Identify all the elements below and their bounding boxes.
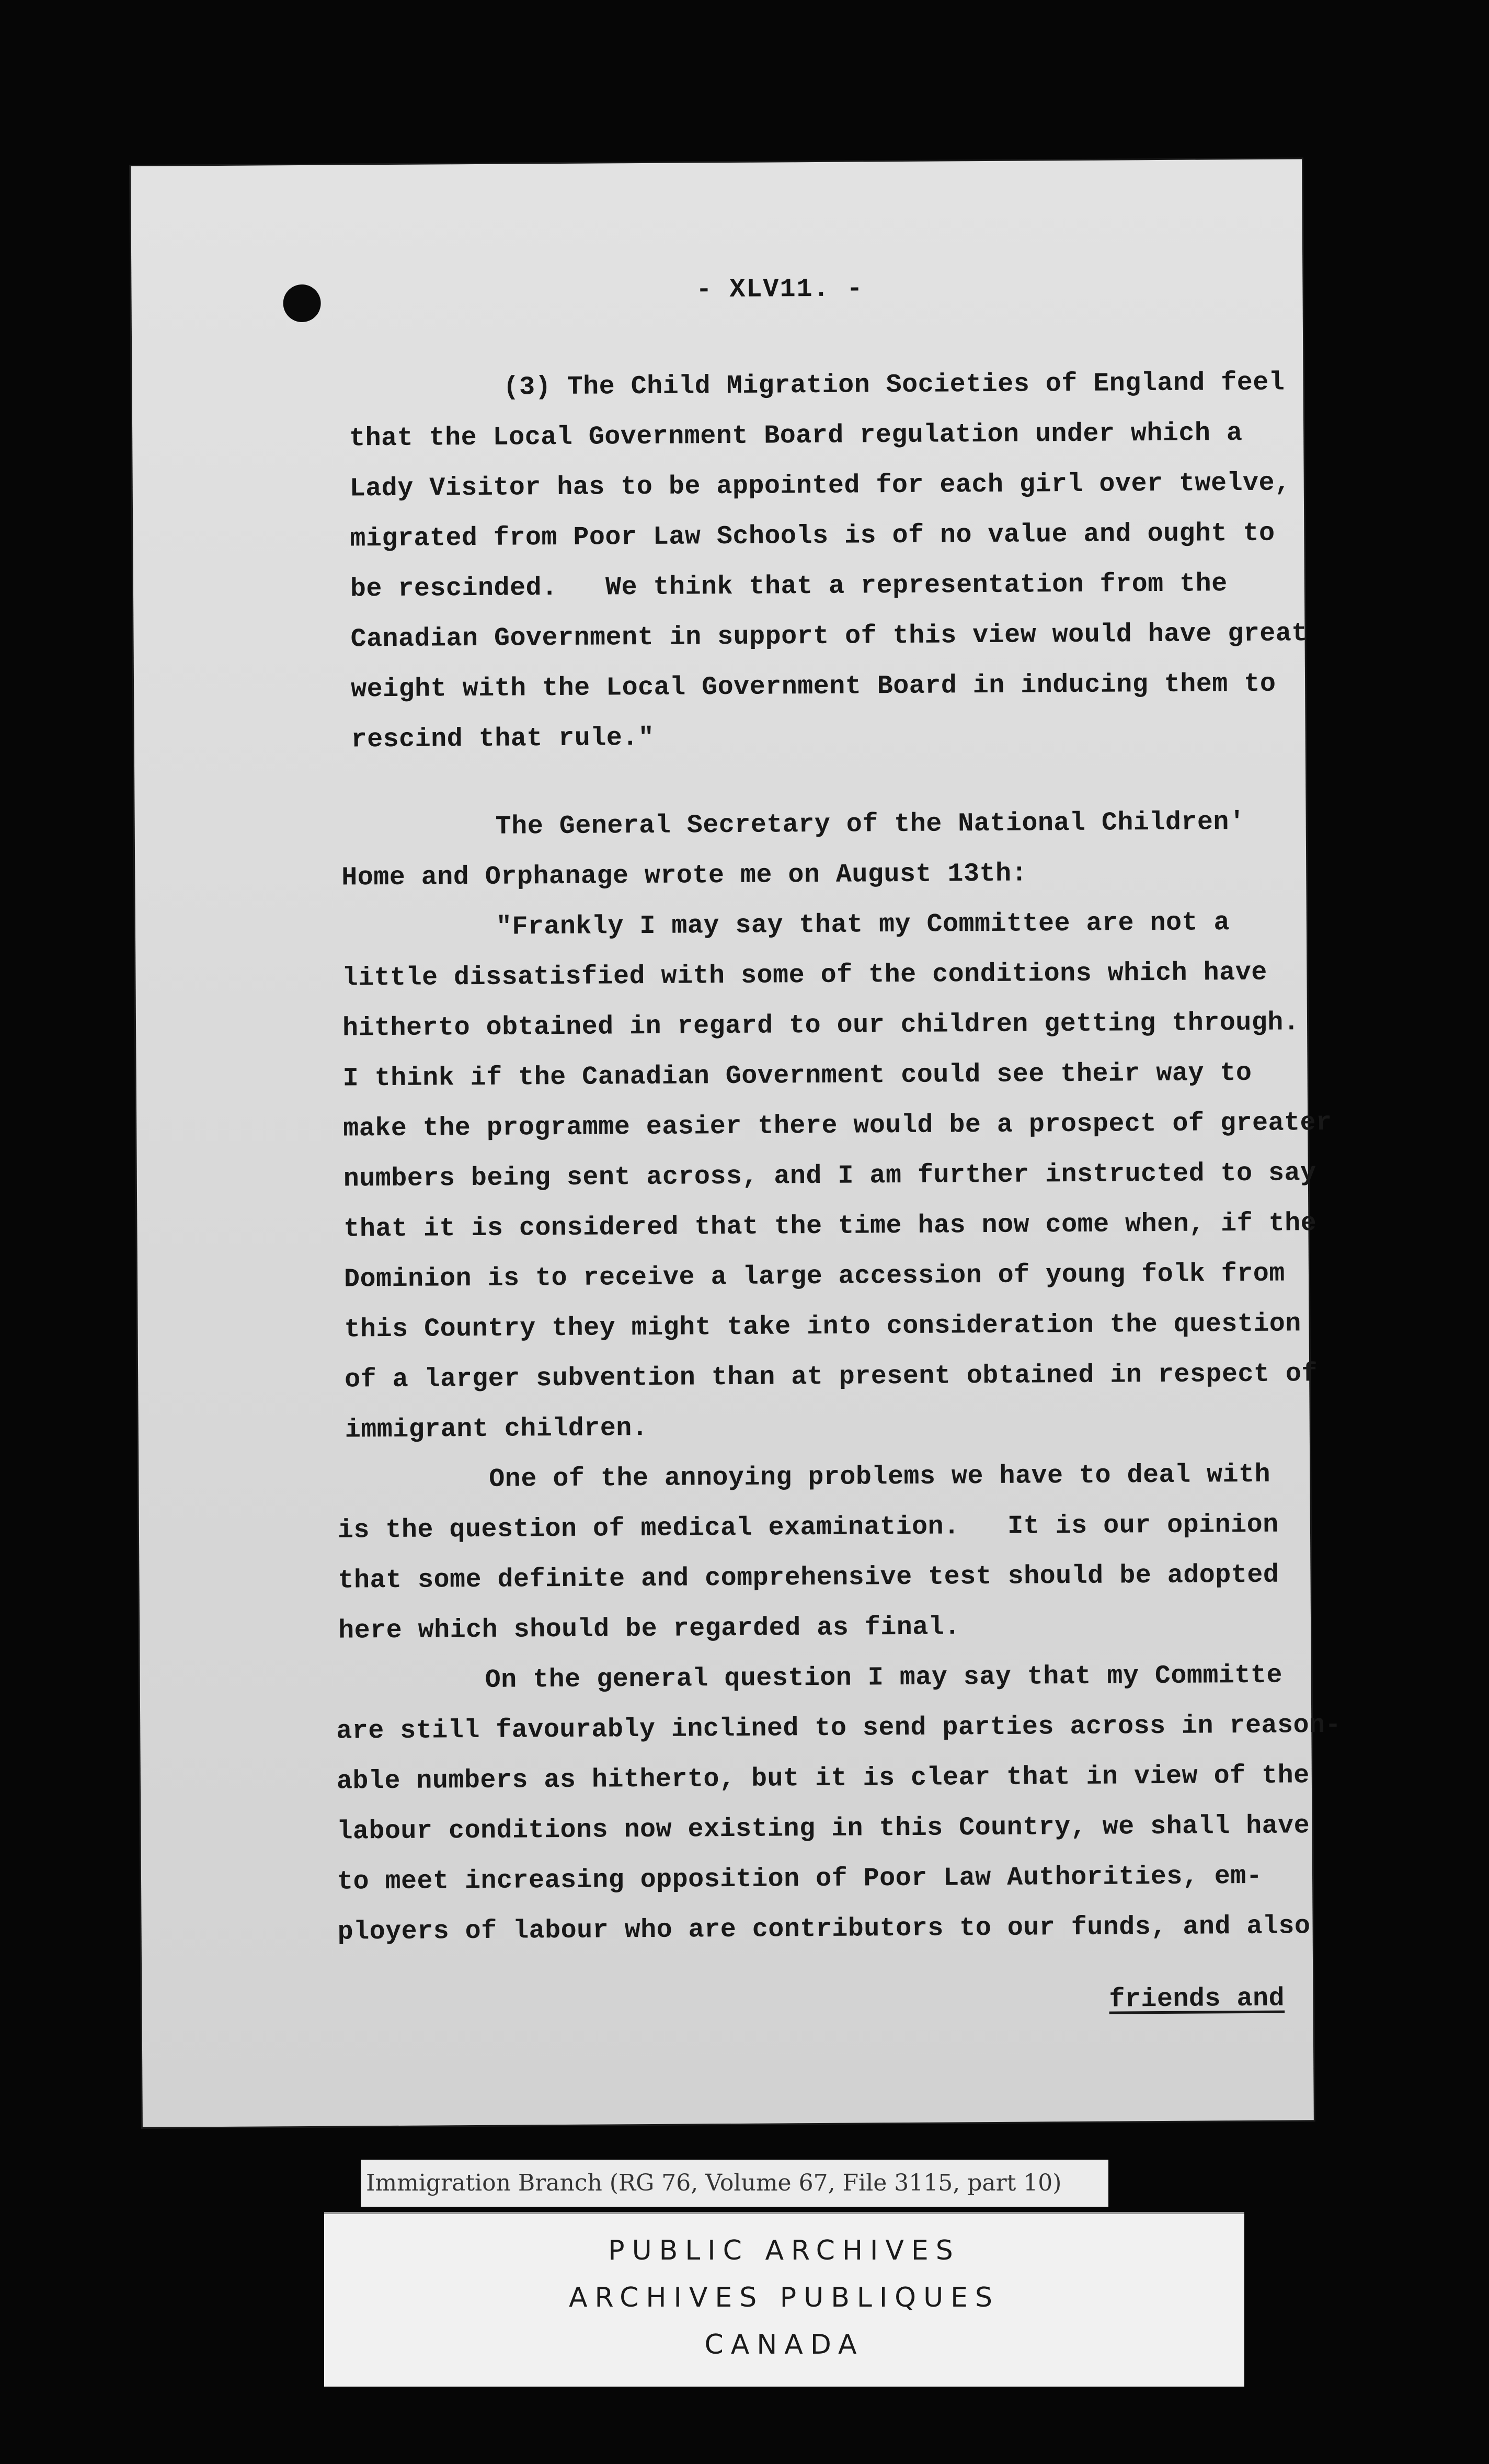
text-line: migrated from Poor Law Schools is of no value and ought to bbox=[350, 518, 1275, 554]
text-line: that some definite and comprehensive test should be adopted bbox=[338, 1560, 1279, 1596]
text-line: labour conditions now existing in this Country, we shall have bbox=[337, 1811, 1310, 1847]
text-line: Canadian Government in support of this view would have great bbox=[350, 619, 1308, 655]
text-line: able numbers as hitherto, but it is clear that in view of the bbox=[336, 1761, 1310, 1797]
text-line: Home and Orphanage wrote me on August 13th: bbox=[341, 859, 1028, 893]
punch-hole bbox=[283, 284, 320, 322]
text-line: be rescinded. We think that a representation from the bbox=[350, 569, 1228, 604]
archive-reference: Immigration Branch (RG 76, Volume 67, File 3115, part 10) bbox=[361, 2160, 1108, 2207]
text-line: numbers being sent across, and I am further instructed to say bbox=[343, 1158, 1316, 1194]
text-line: (3) The Child Migration Societies of England feel bbox=[503, 368, 1285, 403]
text-line: weight with the Local Government Board in inducing them to bbox=[350, 669, 1276, 705]
text-line: immigrant children. bbox=[345, 1413, 648, 1445]
catchword: friends and bbox=[1109, 1983, 1285, 2015]
text-line: this Country they might take into consideration the question bbox=[344, 1309, 1302, 1345]
text-line: that it is considered that the time has now come when, if the bbox=[343, 1208, 1317, 1245]
text-line: here which should be regarded as final. bbox=[338, 1612, 960, 1646]
text-line: that the Local Government Board regulation under which a bbox=[349, 418, 1243, 454]
text-line: make the programme easier there would be a prospect of greater bbox=[343, 1108, 1332, 1144]
archive-stamp bbox=[324, 2212, 1244, 2387]
text-line: One of the annoying problems we have to deal with bbox=[489, 1459, 1271, 1495]
stamp-line: PUBLIC ARCHIVES bbox=[608, 2235, 960, 2266]
text-line: rescind that rule." bbox=[351, 723, 655, 755]
page-number: - XLV11. - bbox=[696, 274, 864, 305]
text-line: I think if the Canadian Government could see their way to bbox=[342, 1058, 1252, 1094]
text-line: are still favourably inclined to send parties across in reason- bbox=[336, 1710, 1342, 1747]
text-line: Lady Visitor has to be appointed for each girl over twelve, bbox=[349, 468, 1291, 504]
text-line: Dominion is to receive a large accession of young folk from bbox=[343, 1259, 1285, 1295]
stamp-line: ARCHIVES PUBLIQUES bbox=[568, 2282, 1000, 2313]
text-line: of a larger subvention than at present obtained in respect of bbox=[345, 1359, 1318, 1395]
stamp-line: CANADA bbox=[704, 2329, 864, 2360]
text-line: ployers of labour who are contributors to our funds, and also bbox=[337, 1911, 1311, 1947]
document-page bbox=[131, 159, 1342, 2127]
text-line: hitherto obtained in regard to our children getting through. bbox=[342, 1008, 1300, 1044]
text-line: The General Secretary of the National Children' bbox=[495, 807, 1245, 842]
text-line: is the question of medical examination. It is our opinion bbox=[337, 1510, 1279, 1546]
text-line: little dissatisfied with some of the conditions which have bbox=[342, 957, 1267, 994]
archive-tag bbox=[303, 2160, 1286, 2390]
text-line: "Frankly I may say that my Committee are not a bbox=[496, 908, 1230, 942]
text-line: On the general question I may say that my Committe bbox=[485, 1660, 1283, 1695]
text-line: to meet increasing opposition of Poor Law Authorities, em- bbox=[337, 1861, 1263, 1897]
